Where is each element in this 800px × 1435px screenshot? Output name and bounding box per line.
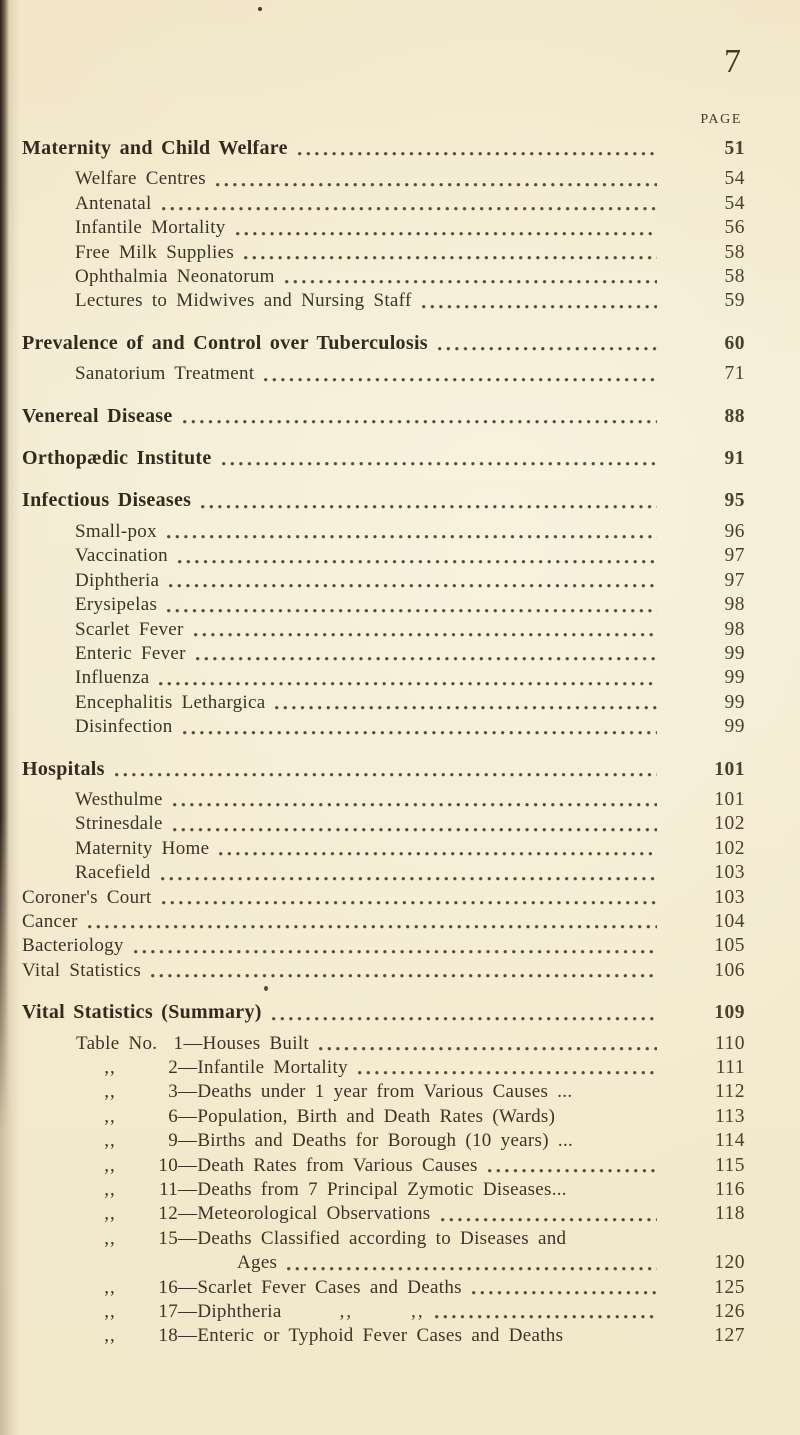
entry-label: Erysipelas xyxy=(75,594,158,616)
page-number: 120 xyxy=(714,1252,745,1274)
dot-leader xyxy=(194,633,657,637)
dot-leader xyxy=(151,974,657,978)
toc-entry xyxy=(22,192,745,216)
entry-label: Deaths from 7 Principal Zymotic Diseases... xyxy=(197,1179,567,1201)
table-number: 3 xyxy=(168,1081,178,1103)
dot-leader xyxy=(438,347,657,351)
entry-label: Infectious Diseases xyxy=(22,489,192,512)
page-column-header: PAGE xyxy=(700,112,742,127)
toc-entry xyxy=(22,1202,745,1226)
toc-section-heading xyxy=(22,404,745,429)
dash: — xyxy=(178,1276,198,1298)
entry-label: Infantile Mortality xyxy=(75,217,226,239)
dash: — xyxy=(178,1105,198,1127)
entry-label: Death Rates from Various Causes xyxy=(197,1154,478,1176)
page-number: 104 xyxy=(714,910,745,932)
page-number: 71 xyxy=(724,363,745,385)
page-edge-dark-strip xyxy=(0,0,9,1130)
table-number: 2 xyxy=(168,1057,178,1078)
page-number: 102 xyxy=(714,837,745,859)
dash: — xyxy=(178,1203,198,1225)
page-number: 99 xyxy=(724,716,745,738)
ditto-mark: ,, xyxy=(411,1301,425,1323)
toc-section-heading xyxy=(22,1000,745,1025)
dash: — xyxy=(178,1130,198,1152)
dot-leader xyxy=(159,682,657,686)
entry-label: Diphtheria xyxy=(75,569,160,591)
page-number: 101 xyxy=(714,788,745,810)
page-number: 127 xyxy=(714,1325,745,1347)
entry-label: Vital Statistics xyxy=(22,959,142,981)
toc-entry xyxy=(22,593,745,617)
entry-label: Enteric or Typhoid Fever Cases and Deaths xyxy=(197,1325,564,1347)
entry-label: Orthopædic Institute xyxy=(22,447,212,470)
entry-label: Births and Deaths for Borough (10 years) ... xyxy=(197,1130,574,1152)
toc-entry xyxy=(22,1227,745,1251)
toc-entry xyxy=(22,1129,745,1153)
dot-leader xyxy=(169,584,657,588)
entry-label: Racefield xyxy=(75,862,151,884)
entry-label: Strinesdale xyxy=(75,813,163,835)
dot-leader xyxy=(115,773,657,777)
dot-leader xyxy=(88,925,657,929)
toc-section-heading xyxy=(22,331,745,356)
dot-leader xyxy=(162,207,657,211)
toc-entry xyxy=(22,691,745,715)
table-number: 16 xyxy=(158,1276,178,1298)
dot-leader xyxy=(472,1291,657,1295)
entry-label: Vital Statistics (Summary) xyxy=(22,1001,262,1024)
toc-entry xyxy=(22,1324,745,1348)
page-number: 96 xyxy=(724,520,745,542)
dot-leader xyxy=(183,420,657,424)
toc-entry xyxy=(22,544,745,568)
page-number: 97 xyxy=(724,569,745,591)
toc-entry xyxy=(22,289,745,313)
dot-leader xyxy=(441,1218,658,1222)
entry-label: Scarlet Fever Cases and Deaths xyxy=(197,1276,462,1298)
table-prefix: Table No. xyxy=(76,1032,158,1054)
dot-leader xyxy=(178,560,657,564)
entry-label: Westhulme xyxy=(75,788,163,810)
page-number: 54 xyxy=(724,192,745,214)
dot-leader xyxy=(319,1047,657,1051)
entry-label: Bacteriology xyxy=(22,935,124,957)
page-number: 111 xyxy=(715,1057,745,1078)
dot-leader xyxy=(222,462,657,466)
page-number: 58 xyxy=(724,241,745,263)
page-number: 97 xyxy=(724,545,745,567)
toc-entry xyxy=(22,1056,745,1080)
toc-entry xyxy=(22,241,745,265)
dot-leader xyxy=(196,657,657,661)
table-prefix: ,, xyxy=(104,1325,116,1347)
toc-entry xyxy=(22,1276,745,1300)
dot-leader xyxy=(167,609,657,613)
dash: — xyxy=(178,1325,198,1347)
entry-label: Maternity Home xyxy=(75,837,210,859)
page-number: 91 xyxy=(724,448,745,470)
dot-leader xyxy=(134,950,657,954)
entry-label: Small-pox xyxy=(75,520,157,542)
toc-entry xyxy=(22,265,745,289)
entry-label: Population, Birth and Death Rates (Wards) xyxy=(197,1105,556,1127)
dash: — xyxy=(178,1057,198,1078)
dot-leader xyxy=(183,731,657,735)
entry-label: Deaths under 1 year from Various Causes ... xyxy=(197,1081,573,1103)
entry-label: Coroner's Court xyxy=(22,886,152,908)
dot-leader xyxy=(244,256,657,260)
page-number: 54 xyxy=(724,168,745,190)
entry-label: Influenza xyxy=(75,667,150,689)
entry-label: Free Milk Supplies xyxy=(75,241,235,263)
toc-entry xyxy=(22,886,745,910)
dot-leader xyxy=(272,1017,657,1021)
toc-entry xyxy=(22,1080,745,1104)
toc-entry xyxy=(22,1105,745,1129)
dot-leader xyxy=(162,901,657,905)
dot-leader xyxy=(173,828,657,832)
entry-label: Infantile Mortality xyxy=(197,1057,348,1078)
page-number: 103 xyxy=(714,886,745,908)
dot-leader xyxy=(285,280,657,284)
toc-section-heading xyxy=(22,446,745,471)
entry-label: Lectures to Midwives and Nursing Staff xyxy=(75,290,412,312)
entry-label: Cancer xyxy=(22,910,78,932)
entry-label: Hospitals xyxy=(22,757,105,780)
toc-section-heading xyxy=(22,757,745,782)
dash: — xyxy=(183,1032,203,1054)
page-number: 88 xyxy=(724,405,745,427)
dot-leader xyxy=(275,706,657,710)
page-number: 116 xyxy=(714,1179,745,1201)
page-number: 98 xyxy=(724,594,745,616)
dot-leader xyxy=(161,877,658,881)
page-number: 113 xyxy=(714,1105,745,1127)
dot-leader xyxy=(422,305,657,309)
toc-entry xyxy=(22,788,745,812)
table-number: 15 xyxy=(158,1227,178,1249)
table-number: 6 xyxy=(168,1105,178,1127)
entry-label: Prevalence of and Control over Tuberculosis xyxy=(22,331,428,354)
entry-label: Enteric Fever xyxy=(75,642,186,664)
table-prefix: ,, xyxy=(104,1227,116,1249)
toc-entry xyxy=(22,167,745,191)
dot-leader xyxy=(287,1267,657,1271)
table-number: 17 xyxy=(158,1301,178,1323)
toc-entry xyxy=(22,362,745,386)
table-number: 11 xyxy=(159,1179,178,1201)
toc-entry xyxy=(22,959,745,983)
entry-label: Houses Built xyxy=(202,1032,309,1054)
page-number: 60 xyxy=(724,332,745,354)
page-number: 103 xyxy=(714,862,745,884)
page-number: 99 xyxy=(724,691,745,713)
page-number: 99 xyxy=(724,642,745,664)
entry-label: Vaccination xyxy=(75,545,168,567)
dot-leader xyxy=(201,505,657,509)
dash: — xyxy=(178,1227,198,1249)
table-prefix: ,, xyxy=(104,1130,116,1152)
page-number: 115 xyxy=(714,1154,745,1176)
entry-label: Ages xyxy=(237,1252,278,1274)
page-number: 98 xyxy=(724,618,745,640)
table-number: 10 xyxy=(158,1154,178,1176)
toc-entry xyxy=(22,837,745,861)
toc-entry xyxy=(22,520,745,544)
dot-leader xyxy=(173,803,657,807)
toc-entry xyxy=(22,666,745,690)
toc-entry xyxy=(22,1154,745,1178)
toc-entry xyxy=(22,1251,745,1275)
dot-leader xyxy=(216,183,657,187)
dot-leader xyxy=(264,378,657,382)
dot-leader xyxy=(488,1169,657,1173)
dot-leader xyxy=(236,232,657,236)
table-number: 18 xyxy=(158,1325,178,1347)
toc-entry xyxy=(22,1032,745,1056)
page-number: 95 xyxy=(724,490,745,512)
entry-label: Disinfection xyxy=(75,716,173,738)
page-number: 58 xyxy=(724,266,745,288)
table-prefix: ,, xyxy=(104,1154,116,1176)
entry-label: Ophthalmia Neonatorum xyxy=(75,266,275,288)
dot-leader xyxy=(167,535,657,539)
table-prefix: ,, xyxy=(104,1105,116,1127)
entry-label: Encephalitis Lethargica xyxy=(75,691,266,713)
page-number: 59 xyxy=(724,290,745,312)
table-prefix: ,, xyxy=(104,1203,116,1225)
page-number: 118 xyxy=(714,1203,745,1225)
dot-leader xyxy=(298,152,657,156)
page-number: 125 xyxy=(714,1276,745,1298)
entry-label: Antenatal xyxy=(75,192,152,214)
toc xyxy=(22,136,745,1349)
page-number: 110 xyxy=(714,1032,745,1054)
entry-label: Maternity and Child Welfare xyxy=(22,137,288,159)
page-number: 56 xyxy=(724,217,745,239)
toc-entry xyxy=(22,1300,745,1324)
toc-entry xyxy=(22,618,745,642)
toc-entry xyxy=(22,1178,745,1202)
table-prefix: ,, xyxy=(104,1301,116,1323)
page-number: 126 xyxy=(714,1301,745,1323)
table-prefix: ,, xyxy=(104,1081,116,1103)
dot-leader xyxy=(435,1315,657,1319)
page-number: 101 xyxy=(714,758,745,780)
dot-leader xyxy=(358,1071,657,1075)
entry-label: Meteorological Observations xyxy=(197,1203,431,1225)
table-prefix: ,, xyxy=(104,1057,116,1078)
page-number: 106 xyxy=(714,959,745,981)
ditto-mark: ,, xyxy=(339,1301,354,1323)
page-number: 51 xyxy=(724,138,745,159)
table-number: 9 xyxy=(168,1130,178,1152)
entry-label: Scarlet Fever xyxy=(75,618,184,640)
toc-entry xyxy=(22,812,745,836)
toc-entry xyxy=(22,642,745,666)
toc-entry xyxy=(22,861,745,885)
page-number: 99 xyxy=(724,667,745,689)
table-number: 1 xyxy=(173,1032,184,1054)
page-number: 102 xyxy=(714,813,745,835)
entry-label: Sanatorium Treatment xyxy=(75,363,255,385)
toc-entry xyxy=(22,910,745,934)
toc-section-heading xyxy=(22,488,745,513)
page-number: 112 xyxy=(714,1081,745,1103)
dash: — xyxy=(178,1179,198,1201)
page-number: 105 xyxy=(714,935,745,957)
dash: — xyxy=(178,1081,198,1103)
table-number: 12 xyxy=(158,1203,178,1225)
table-prefix: ,, xyxy=(104,1179,116,1201)
dash: — xyxy=(178,1154,198,1176)
page-number: 114 xyxy=(714,1130,745,1152)
toc-entry xyxy=(22,569,745,593)
page-number: 109 xyxy=(714,1002,745,1024)
toc-entry xyxy=(22,934,745,958)
entry-label: Diphtheria xyxy=(197,1301,282,1323)
paper-speck xyxy=(258,7,262,11)
dot-leader xyxy=(219,852,657,856)
entry-label: Deaths Classified according to Diseases and xyxy=(197,1227,567,1249)
dash: — xyxy=(178,1301,198,1323)
folio-number: 7 xyxy=(724,43,742,80)
entry-label: Venereal Disease xyxy=(22,404,173,427)
toc-entry xyxy=(22,216,745,240)
toc-section-heading xyxy=(22,136,745,161)
toc-entry xyxy=(22,715,745,739)
table-prefix: ,, xyxy=(104,1276,116,1298)
entry-label: Welfare Centres xyxy=(75,168,206,190)
